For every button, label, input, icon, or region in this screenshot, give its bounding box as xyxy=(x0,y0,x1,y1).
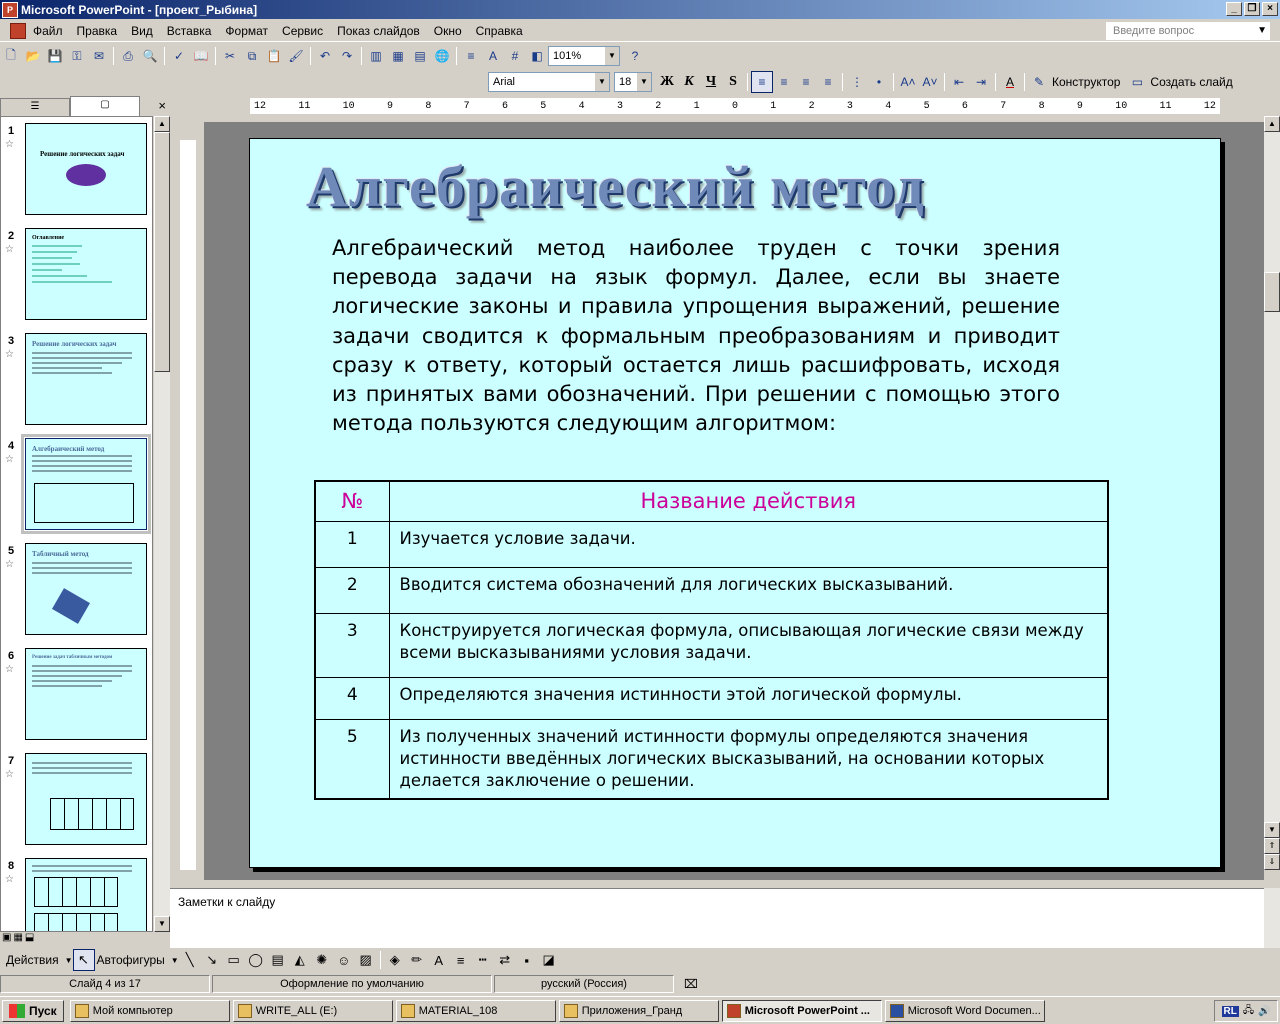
row-number[interactable]: 3 xyxy=(315,613,389,677)
tables-borders-icon[interactable]: ▤ xyxy=(414,49,426,63)
redo-icon[interactable]: ↷ xyxy=(341,49,353,63)
slideshow-icon[interactable]: ⬓ xyxy=(24,932,35,943)
print-icon[interactable]: ⎙ xyxy=(123,48,133,63)
ruler-tick-label: 7 xyxy=(463,100,470,112)
row-text[interactable]: Определяются значения истинности этой логической формулы. xyxy=(389,677,1108,719)
table-header-row xyxy=(315,481,1108,521)
slide-number: 2 xyxy=(8,230,15,242)
header-action-name[interactable]: Название действия xyxy=(389,481,1108,521)
menu-bar xyxy=(0,20,1280,42)
oval-icon[interactable]: ◯ xyxy=(248,952,263,967)
line-style-icon[interactable]: ≡ xyxy=(456,952,465,968)
row-text[interactable]: Изучается условие задачи. xyxy=(389,521,1108,567)
save-icon[interactable]: 💾 xyxy=(47,49,63,63)
thumbnail-row[interactable] xyxy=(1,333,153,433)
restore-button[interactable]: ❐ xyxy=(1244,2,1260,16)
print-preview-icon[interactable]: 🔍 xyxy=(142,49,158,63)
ruler-tick-label: 12 xyxy=(1203,100,1216,112)
thumbnail-row[interactable] xyxy=(1,438,153,538)
paste-icon[interactable]: 📋 xyxy=(266,49,282,63)
increase-font-icon[interactable]: A˄ xyxy=(900,75,916,89)
new-icon[interactable]: 🗋 xyxy=(6,47,16,62)
start-button[interactable] xyxy=(2,1000,64,1022)
thumbnail-image xyxy=(66,164,106,186)
ruler-tick-label: 12 xyxy=(254,100,267,112)
task-label: Мой компьютер xyxy=(92,1004,173,1017)
ruler-tick-label: 5 xyxy=(923,100,930,112)
ruler-tick-label: 9 xyxy=(1076,100,1083,112)
ask-question-placeholder: Введите вопрос xyxy=(1113,25,1195,37)
slide-thumbnails xyxy=(0,116,153,932)
ruler-tick-label: 4 xyxy=(578,100,585,112)
undo-icon[interactable]: ↶ xyxy=(319,49,331,63)
decrease-font-icon[interactable]: A˅ xyxy=(922,75,938,89)
folder-icon xyxy=(401,1004,415,1018)
ruler-tick-label: 11 xyxy=(1159,100,1172,112)
new-slide-icon[interactable]: ▭ xyxy=(1131,75,1144,89)
thumbnail-title: Алгебраический метод xyxy=(32,445,105,453)
spelling-icon[interactable]: ✓ xyxy=(173,49,185,63)
chevron-down-icon[interactable]: ▼ xyxy=(1257,25,1267,36)
slide-number: 7 xyxy=(8,755,15,767)
system-tray xyxy=(1214,1000,1278,1022)
volume-icon[interactable]: 🔊 xyxy=(1258,1005,1271,1017)
table-row xyxy=(315,521,1108,567)
thumbnail-row[interactable] xyxy=(1,543,153,643)
menu-insert[interactable]: Вставка xyxy=(166,23,212,38)
thumbnail-title: Решение логических задач xyxy=(40,150,125,158)
normal-view-icon[interactable]: ▣ xyxy=(2,932,12,943)
format-painter-icon[interactable]: 🖌 xyxy=(288,49,304,63)
task-label: Microsoft Word Documen... xyxy=(907,1004,1041,1017)
dash-style-icon[interactable]: ┅ xyxy=(478,952,487,967)
ruler-tick-label: 3 xyxy=(846,100,853,112)
ruler-tick-label: 4 xyxy=(885,100,892,112)
scroll-down-icon[interactable]: ▼ xyxy=(154,916,170,932)
view-buttons xyxy=(0,932,60,948)
powerpoint-icon[interactable]: P xyxy=(2,2,18,18)
permission-icon[interactable]: ⚿ xyxy=(72,48,82,63)
network-icon[interactable]: 🖧 xyxy=(1242,1004,1255,1016)
table-row xyxy=(315,613,1108,677)
copy-icon[interactable]: ⧉ xyxy=(247,48,257,63)
status-bar xyxy=(0,974,1280,994)
ruler-tick-label: 2 xyxy=(808,100,815,112)
font-color-icon[interactable]: A xyxy=(434,952,444,968)
help-icon[interactable]: ? xyxy=(631,49,639,63)
row-number[interactable]: 1 xyxy=(315,521,389,567)
ruler-tick-label: 7 xyxy=(1000,100,1007,112)
line-color-icon[interactable]: ✏ xyxy=(411,952,423,967)
designer-icon[interactable]: ✎ xyxy=(1033,75,1045,89)
drive-icon xyxy=(238,1004,252,1018)
thumbnail-row[interactable] xyxy=(1,858,153,932)
spelling-status-icon[interactable]: ⌧ xyxy=(684,977,698,991)
ruler-tick-label: 8 xyxy=(1038,100,1045,112)
table-row xyxy=(315,677,1108,719)
thumbnail-title: Табличный метод xyxy=(32,550,89,558)
show-grid-icon[interactable]: # xyxy=(511,49,519,63)
task-label: WRITE_ALL (E:) xyxy=(255,1004,338,1017)
ruler-tick-label: 0 xyxy=(731,100,738,112)
wordart-icon[interactable]: ◭ xyxy=(294,952,305,967)
task-powerpoint[interactable] xyxy=(722,1000,882,1022)
menu-window[interactable]: Окно xyxy=(433,23,462,38)
fill-color-icon[interactable]: ◈ xyxy=(389,952,400,967)
table-row xyxy=(315,567,1108,613)
ruler-tick-label: 6 xyxy=(961,100,968,112)
menu-format[interactable]: Формат xyxy=(225,23,269,38)
task-my-computer[interactable] xyxy=(70,1000,230,1022)
scroll-up-icon[interactable]: ▲ xyxy=(154,116,170,132)
thumbnail-table xyxy=(50,798,134,830)
ruler-tick-label: 1 xyxy=(693,100,700,112)
picture-icon[interactable]: ▨ xyxy=(359,952,372,967)
slide-number: 1 xyxy=(8,125,15,137)
slide-title[interactable]: Алгебраический метод xyxy=(306,154,925,219)
email-icon[interactable]: ✉ xyxy=(93,49,105,63)
ruler-tick-label: 6 xyxy=(501,100,508,112)
slide-sorter-icon[interactable]: ▦ xyxy=(13,932,23,943)
clipart-icon[interactable]: ☺ xyxy=(337,952,351,968)
slide-thumbnail-1[interactable] xyxy=(25,123,147,215)
align-right-icon[interactable]: ≡ xyxy=(802,75,810,89)
justify-icon[interactable]: ≡ xyxy=(824,75,832,89)
windows-flag-icon xyxy=(9,1004,25,1018)
ruler-tick-label: 3 xyxy=(616,100,623,112)
standard-toolbar xyxy=(0,43,720,69)
powerpoint-icon xyxy=(727,1004,741,1018)
task-label: Microsoft PowerPoint ... xyxy=(744,1004,870,1017)
arrow-style-icon[interactable]: ⇄ xyxy=(499,952,511,967)
slide-thumbnail-6[interactable] xyxy=(25,648,147,740)
task-word[interactable] xyxy=(885,1000,1045,1022)
expand-all-icon[interactable]: ≡ xyxy=(467,49,475,63)
row-number[interactable]: 5 xyxy=(315,719,389,799)
thumbnail-row[interactable] xyxy=(1,753,153,853)
word-icon xyxy=(890,1004,904,1018)
computer-icon xyxy=(75,1004,89,1018)
row-text[interactable]: Конструируется логическая формула, описывающая логические связи между всеми высказываниями условия задачи. xyxy=(389,613,1108,677)
autoshapes-menu[interactable]: Автофигуры xyxy=(96,953,165,967)
close-pane-icon[interactable]: × xyxy=(158,98,166,113)
thumbnail-row[interactable] xyxy=(1,228,153,328)
window-title: Microsoft PowerPoint - [проект_Рыбина] xyxy=(21,2,258,17)
designer-button[interactable]: Конструктор xyxy=(1052,75,1121,89)
chevron-down-icon[interactable]: ▼ xyxy=(637,73,651,91)
design-template[interactable]: Оформление по умолчанию xyxy=(212,975,492,993)
chevron-down-icon[interactable]: ▼ xyxy=(64,955,73,965)
line-icon[interactable]: ╲ xyxy=(185,952,194,967)
outline-tab[interactable]: ☰ xyxy=(0,98,70,116)
chevron-down-icon[interactable]: ▼ xyxy=(605,47,619,65)
close-button[interactable]: × xyxy=(1262,2,1278,16)
scroll-thumb[interactable] xyxy=(154,132,170,372)
slides-tab[interactable]: ▢ xyxy=(70,96,140,116)
thumbnail-title: Решение логических задач xyxy=(32,340,117,348)
ruler-tick-label: 10 xyxy=(1115,100,1128,112)
font-select[interactable] xyxy=(488,72,610,92)
show-formatting-icon[interactable]: A xyxy=(488,49,497,63)
thumbnail-row[interactable] xyxy=(1,123,153,223)
chevron-down-icon[interactable]: ▼ xyxy=(170,955,179,965)
font-size-select[interactable] xyxy=(614,72,652,92)
slide-thumbnail-3[interactable] xyxy=(25,333,147,425)
hyperlink-icon[interactable]: 🌐 xyxy=(434,49,450,63)
thumbnail-table xyxy=(34,877,118,907)
algorithm-table[interactable] xyxy=(314,480,1109,800)
ruler-tick-label: 2 xyxy=(655,100,662,112)
taskbar xyxy=(0,996,1280,1024)
bold-button[interactable]: Ж xyxy=(660,74,674,89)
thumbnail-title: Оглавление xyxy=(32,235,65,241)
bullets-icon[interactable]: • xyxy=(876,75,882,89)
transition-star-icon: ☆ xyxy=(5,244,14,255)
align-left-icon[interactable]: ≡ xyxy=(751,71,773,93)
thumbnail-table xyxy=(34,913,118,932)
menu-view[interactable]: Вид xyxy=(131,23,153,38)
insert-table-icon[interactable]: ▦ xyxy=(392,49,404,63)
transition-star-icon: ☆ xyxy=(5,769,14,780)
actions-menu[interactable]: Действия xyxy=(6,953,59,967)
shadow-button[interactable]: S xyxy=(729,74,737,89)
thumbnail-table xyxy=(34,483,134,523)
underline-button[interactable]: Ч xyxy=(705,74,717,89)
row-text[interactable]: Из полученных значений истинности формулы определяются значения истинности введённых логических высказываний, на основании которых делается заключение о решении. xyxy=(389,719,1108,799)
scroll-down-icon[interactable]: ▼ xyxy=(1264,822,1280,838)
menu-edit[interactable]: Правка xyxy=(76,23,118,38)
document-icon[interactable] xyxy=(10,23,26,39)
transition-star-icon: ☆ xyxy=(5,559,14,570)
slides-scrollbar[interactable] xyxy=(154,116,170,932)
increase-indent-icon[interactable]: ⇥ xyxy=(975,75,987,89)
task-label: Приложения_Гранд xyxy=(581,1004,683,1017)
research-icon[interactable]: 📖 xyxy=(193,49,209,63)
language-indicator: русский (Россия) xyxy=(494,975,674,993)
slide-thumbnail-4[interactable] xyxy=(25,438,147,530)
slide-thumbnail-2[interactable] xyxy=(25,228,147,320)
textbox-icon[interactable]: ▤ xyxy=(271,952,284,967)
slide-number: 3 xyxy=(8,335,15,347)
transition-star-icon: ☆ xyxy=(5,874,14,885)
vertical-ruler xyxy=(180,140,196,870)
slide-body-text[interactable]: Алгебраический метод наиболее труден с точки зрения перевода задачи на язык формул. Далее, если вы знаете логические законы и правила упрощения выражений, решение задачи сводится к формальным преобразованиям и приводит сразу к ответу, который остается лишь расшифровать, исходя из принятых вами обозначений. При решении с помощью этого метода пользуются следующим алгоритмом: xyxy=(332,236,1060,436)
task-applications[interactable] xyxy=(559,1000,719,1022)
task-label: MATERIAL_108 xyxy=(418,1004,498,1017)
shadow-style-icon[interactable]: ▪ xyxy=(524,952,529,968)
menu-help[interactable]: Справка xyxy=(475,23,523,38)
slide-number: 8 xyxy=(8,860,15,872)
menu-file[interactable]: Файл xyxy=(33,23,63,38)
row-number[interactable]: 2 xyxy=(315,567,389,613)
slide-thumbnail-7[interactable] xyxy=(25,753,147,845)
transition-star-icon: ☆ xyxy=(5,349,14,360)
italic-button[interactable]: К xyxy=(684,74,694,89)
menu-slideshow[interactable]: Показ слайдов xyxy=(337,23,420,38)
ask-question-input[interactable] xyxy=(1106,22,1270,40)
row-text[interactable]: Вводится система обозначений для логических высказываний. xyxy=(389,567,1108,613)
3d-style-icon[interactable]: ◪ xyxy=(542,952,555,967)
zoom-select[interactable] xyxy=(548,46,620,66)
ruler-tick-label: 9 xyxy=(386,100,393,112)
table-row xyxy=(315,719,1108,799)
thumbnail-row[interactable] xyxy=(1,648,153,748)
formatting-toolbar xyxy=(488,69,1280,95)
scroll-up-icon[interactable]: ▲ xyxy=(1264,116,1280,132)
row-number[interactable]: 4 xyxy=(315,677,389,719)
previous-slide-icon[interactable]: ⇑ xyxy=(1264,838,1280,854)
ruler-tick-label: 8 xyxy=(425,100,432,112)
transition-star-icon: ☆ xyxy=(5,664,14,675)
title-bar xyxy=(0,0,1280,19)
arrow-icon[interactable]: ↘ xyxy=(206,952,218,967)
slides-pane xyxy=(0,96,170,932)
chevron-down-icon[interactable]: ▼ xyxy=(595,73,609,91)
slide-number: 6 xyxy=(8,650,15,662)
minimize-button[interactable]: _ xyxy=(1226,2,1242,16)
diagram-icon[interactable]: ✺ xyxy=(316,952,328,967)
horizontal-ruler xyxy=(250,98,1220,114)
align-center-icon[interactable]: ≡ xyxy=(780,75,788,89)
zoom-value: 101% xyxy=(553,50,582,62)
slide-scrollbar[interactable] xyxy=(1264,116,1280,870)
select-pointer-icon[interactable]: ↖ xyxy=(73,949,95,971)
slide-counter: Слайд 4 из 17 xyxy=(0,975,210,993)
slide-thumbnail-8[interactable] xyxy=(25,858,147,932)
slide-thumbnail-5[interactable] xyxy=(25,543,147,635)
color-grayscale-icon[interactable]: ◧ xyxy=(531,49,543,63)
slide-number: 5 xyxy=(8,545,15,557)
language-indicator[interactable]: RL xyxy=(1223,1005,1237,1017)
task-write-all[interactable] xyxy=(233,1000,393,1022)
notes-text: Заметки к слайду xyxy=(178,895,276,909)
ruler-tick-label: 10 xyxy=(342,100,355,112)
decrease-indent-icon[interactable]: ⇤ xyxy=(953,75,965,89)
insert-chart-icon[interactable]: ▥ xyxy=(370,49,382,63)
cut-icon[interactable]: ✂ xyxy=(224,49,236,63)
ruler-tick-label: 1 xyxy=(770,100,777,112)
font-size-value: 18 xyxy=(619,76,632,88)
open-icon[interactable]: 📂 xyxy=(25,49,41,63)
thumbnail-image xyxy=(52,588,90,624)
new-slide-button[interactable]: Создать слайд xyxy=(1150,75,1233,89)
font-color-icon[interactable]: A xyxy=(1005,75,1014,89)
notes-pane[interactable] xyxy=(170,888,1264,948)
slide-number: 4 xyxy=(8,440,15,452)
transition-star-icon: ☆ xyxy=(5,454,14,465)
rectangle-icon[interactable]: ▭ xyxy=(227,952,240,967)
start-label: Пуск xyxy=(29,1003,57,1018)
task-material[interactable] xyxy=(396,1000,556,1022)
menu-tools[interactable]: Сервис xyxy=(282,23,324,38)
font-value: Arial xyxy=(493,76,516,88)
numbering-icon[interactable]: ⋮ xyxy=(851,75,863,89)
notes-scrollbar[interactable] xyxy=(1264,888,1280,948)
transition-star-icon: ☆ xyxy=(5,139,14,150)
next-slide-icon[interactable]: ⇓ xyxy=(1264,854,1280,870)
current-slide[interactable] xyxy=(249,138,1221,868)
header-number[interactable]: № xyxy=(315,481,389,521)
ruler-tick-label: 5 xyxy=(540,100,547,112)
folder-icon xyxy=(564,1004,578,1018)
scroll-thumb[interactable] xyxy=(1264,272,1280,312)
drawing-toolbar xyxy=(0,948,1280,972)
ruler-tick-label: 11 xyxy=(298,100,311,112)
thumbnail-title: Решение задач табличным методом xyxy=(32,655,113,660)
